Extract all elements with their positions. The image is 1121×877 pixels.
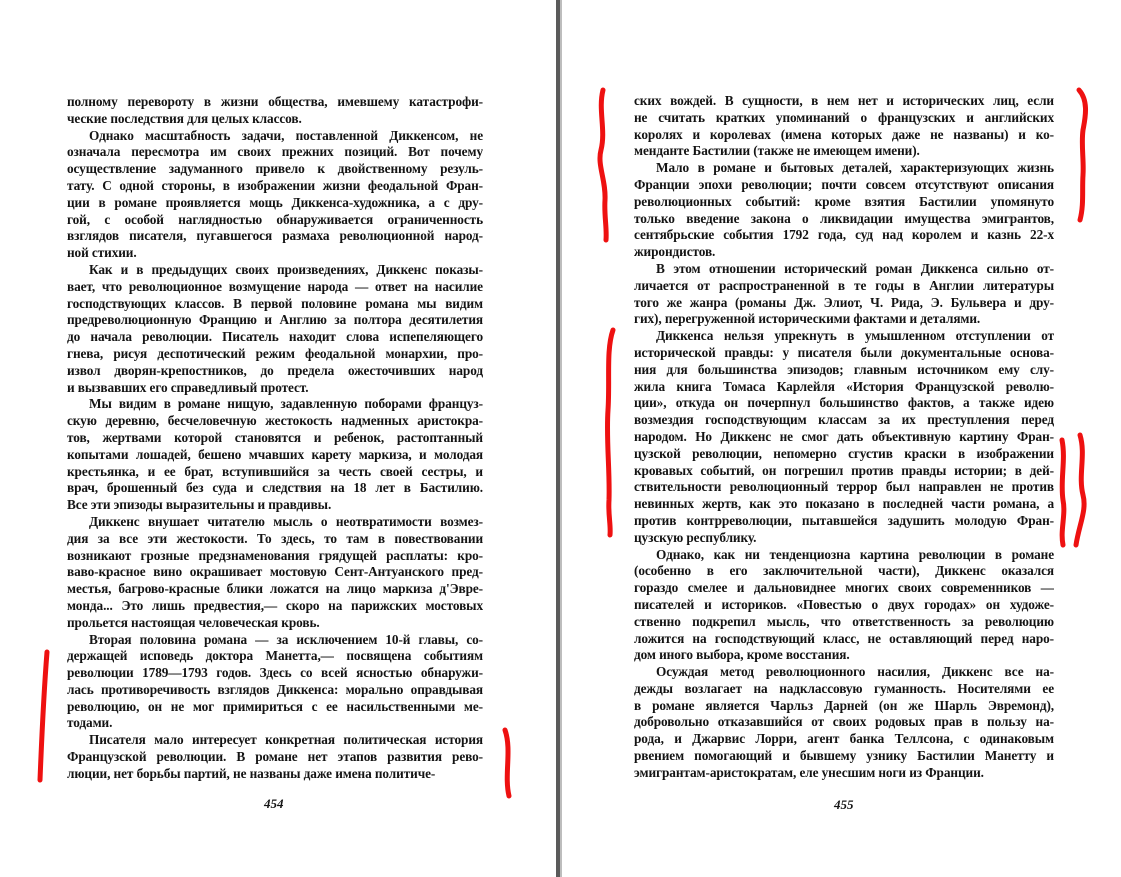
text-line: тодами. <box>67 715 113 731</box>
text-line: гих), перегруженной историческими фактами и деталями. <box>634 311 981 327</box>
text-line: ческие последствия для целых классов. <box>67 110 302 126</box>
text-line: врач, брошенный без суда и следствия на 18 лет в Бастилию. <box>67 480 483 496</box>
text-line: ции», откуда он почерпнул большинство фактов, а также идею <box>634 395 1054 411</box>
text-line: крестьянка, и ее брат, вступившийся за честь своей сестры, и <box>67 463 483 479</box>
text-line: революционных событий: кроме взятия Бастилии упомянуто <box>634 193 1054 209</box>
text-line: в романе является Чарльз Дарней (он же Шарль Эвремонд), <box>634 697 1054 713</box>
text-line: кровавых событий, он погрешил против правды истории; в дей- <box>634 462 1054 478</box>
text-line: предреволюционную Францию и Англию за полтора десятилетия <box>67 312 483 328</box>
text-line: Осуждая метод революционного насилия, Диккенс все на- <box>656 664 1054 680</box>
text-line: добровольно отказавшийся от своих родовых прав в пользу на- <box>634 714 1054 730</box>
left-page-text <box>67 94 483 783</box>
text-line: гой, с особой наглядностью обнаруживается ограниченность <box>67 211 483 227</box>
text-line: ствительности революционный террор был направлен не против <box>634 479 1054 495</box>
text-line: лась противоречивость взглядов Диккенса: морально оправдывая <box>67 681 483 697</box>
right-page-text <box>634 93 1054 782</box>
text-line: цузскую республику. <box>634 529 757 545</box>
text-line: жирондистов. <box>634 244 716 260</box>
text-line: копытами лошадей, бешено мчавших карету маркиза, и молодая <box>67 446 483 462</box>
text-line: ния для большинства эпизодов; главным источником ему слу- <box>634 361 1054 377</box>
text-line: Мы видим в романе нищую, задавленную поборами француз- <box>89 396 483 412</box>
text-line: и вызвавших его справедливый протест. <box>67 379 309 395</box>
text-line: взглядов писателя, пугавшегося размаха революционной народ- <box>67 228 483 244</box>
text-line: тов, жертвами которой становятся и ребенок, растоптанный <box>67 429 483 445</box>
text-line: местья, багрово-красные блики ложатся на лицо маркиза д'Эвре- <box>67 581 483 597</box>
page-number: 454 <box>264 796 284 811</box>
text-line: рода, и Джарвис Лорри, агент банка Теллсона, с одинаковым <box>634 731 1054 747</box>
text-line: полному перевороту в жизни общества, имевшему катастрофи- <box>67 94 483 109</box>
text-line: ственно подкрепил мысль, что ответственность за революцию <box>634 613 1054 629</box>
text-line: ложится на господствующий класс, не оставляющий перед наро- <box>634 630 1054 646</box>
text-line: до начала революции. Писатель находит слова испепеляющего <box>67 329 483 345</box>
text-line: дежды возлагает на надклассовую гуманность. Носителями ее <box>634 680 1054 696</box>
text-line: Писателя мало интересует конкретная политическая история <box>89 732 483 748</box>
text-line: дия за все эти жестокости. То здесь, то там в повествовании <box>67 530 483 546</box>
text-line: гнева, рисуя деспотический режим феодальной монархии, про- <box>67 345 483 361</box>
text-line: менданте Бастилии (также не имеющем имени). <box>634 143 920 159</box>
text-line: личается от распространенной в те годы в Англии литературы <box>634 277 1054 293</box>
text-line: прольется настоящая человеческая кровь. <box>67 614 320 630</box>
text-line: цузской революции, непомерно сгустив краски в изображении <box>634 445 1054 461</box>
text-line: революции 1789—1793 годов. Здесь со всей ясностью обнаружи- <box>67 665 483 681</box>
text-line: Диккенс внушает читателю мысль о неотвратимости возмез- <box>89 513 483 529</box>
text-line: гораздо смелее и дальновиднее многих своих современников — <box>634 580 1054 596</box>
text-line: В этом отношении исторический роман Диккенса сильно от- <box>656 260 1054 276</box>
text-line: (особенно в его заключительной части), Диккенс оказался <box>634 563 1054 579</box>
text-line: рвением помогающий и бывшему узнику Бастилии Манетту и <box>634 748 1054 764</box>
text-line: только введение закона о ликвидации имущества эмигрантов, <box>634 210 1054 226</box>
text-line: эмигрантам-аристократам, еле унесшим ноги из Франции. <box>634 764 984 780</box>
text-line: дом иного выбора, кроме восстания. <box>634 647 850 663</box>
text-line: ских вождей. В сущности, в нем нет и исторических лиц, если <box>634 93 1054 108</box>
text-line: против контрреволюции, пытавшейся задушить молодую Фран- <box>634 512 1054 528</box>
text-line: ной стихии. <box>67 245 137 261</box>
text-line: народом. Но Диккенс не смог дать объективную картину Фран- <box>634 428 1054 444</box>
text-line: невинных жертв, как это показано в последней части романа, а <box>634 496 1054 512</box>
text-line: господствующих классов. В первой половине романа мы видим <box>67 295 483 311</box>
text-line: Все эти эпизоды выразительны и правдивы. <box>67 497 332 513</box>
text-line: Однако, как ни тенденциозна картина революции в романе <box>656 546 1054 562</box>
text-line: писателей и историков. «Повестью о двух городах» он художе- <box>634 596 1054 612</box>
text-line: означала пересмотра им своих прежних позиций. Вот почему <box>67 144 483 160</box>
left-page <box>0 0 556 877</box>
text-line: революцию, он не мог примириться с ее насильственными ме- <box>67 698 483 714</box>
text-line: осуществление задуманного привело к двойственному резуль- <box>67 161 483 177</box>
text-line: Французской революции. В романе нет этапов развития рево- <box>67 749 483 765</box>
text-line: Как и в предыдущих своих произведениях, Диккенс показы- <box>89 261 483 277</box>
text-line: Однако масштабность задачи, поставленной Диккенсом, не <box>89 127 483 143</box>
page-number: 455 <box>834 797 854 812</box>
text-line: Диккенса нельзя упрекнуть в умышленном отступлении от <box>656 328 1054 344</box>
text-line: жила книга Томаса Карлейля «История Французской револю- <box>634 378 1054 394</box>
text-line: не считать кратких упоминаний о французских и английских <box>634 109 1054 125</box>
text-line: Вторая половина романа — за исключением 10-й главы, со- <box>89 631 483 647</box>
text-line: вает, что революционное возмущение народа — ответ на насилие <box>67 278 483 294</box>
text-line: скую деревню, бесчеловечную жестокость надменных аристокра- <box>67 413 483 429</box>
text-line: монда... Это лишь предвестия,— скоро на парижских мостовых <box>67 597 483 613</box>
text-line: исторической правды: у писателя были документальные основа- <box>634 344 1054 360</box>
text-line: возмездия господствующим классам за их преступления перед <box>634 412 1054 428</box>
text-line: того же жанра (романы Дж. Элиот, Ч. Рида, Э. Бульвера и дру- <box>634 294 1054 310</box>
text-line: королях и королевах (имена которых даже не названы) и ко- <box>634 126 1054 142</box>
text-line: извол дворян-крепостников, до предела ожесточивших народ <box>67 362 483 378</box>
text-line: возникают грозные предзнаменования грядущей расплаты: кро- <box>67 547 483 563</box>
text-line: тату. С одной стороны, в изображении жизни феодальной Фран- <box>67 177 483 193</box>
right-page <box>562 0 1121 877</box>
text-line: Франции эпохи революции; почти совсем отсутствуют описания <box>634 176 1054 192</box>
text-line: сентябрьские события 1792 года, суд над королем и казнь 22-х <box>634 227 1054 243</box>
text-line: ваво-красное вино окрашивает мостовую Сент-Антуанского пред- <box>67 564 483 580</box>
text-line: ции в романе проявляется мощь Диккенса-художника, а с дру- <box>67 194 483 210</box>
text-line: Мало в романе и бытовых деталей, характеризующих жизнь <box>656 160 1054 176</box>
text-line: держащей исповедь доктора Манетта,— посвящена событиям <box>67 648 483 664</box>
text-line: люции, нет борьбы партий, не названы даже имена политиче- <box>67 765 436 781</box>
